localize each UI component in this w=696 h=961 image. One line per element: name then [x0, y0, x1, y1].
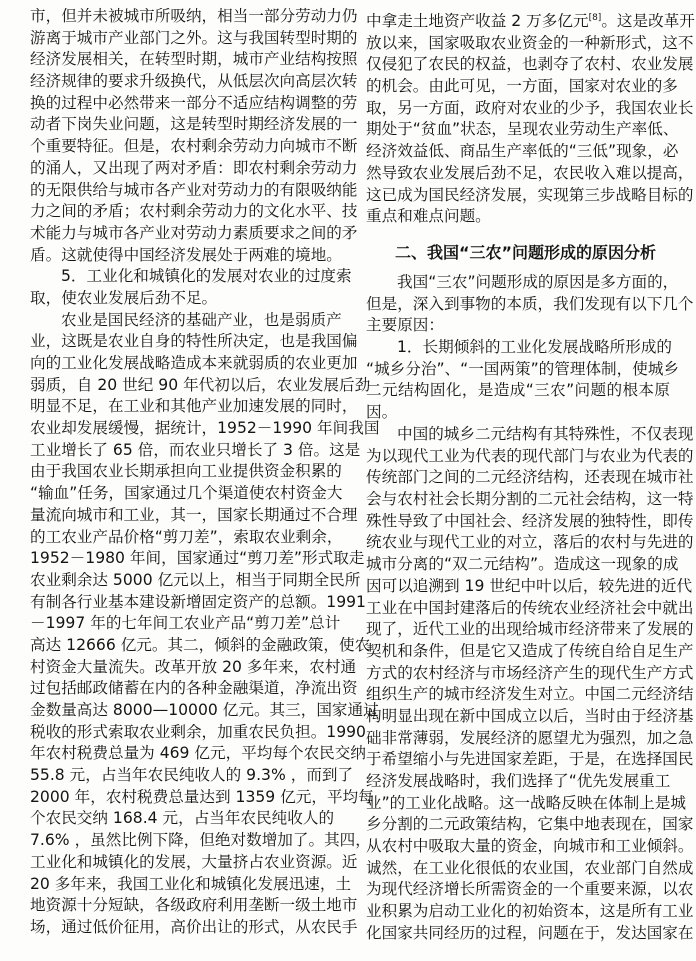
text-line: “输血”任务，国家通过几个渠道使农村资金大: [30, 484, 343, 503]
text-line: 高达 12666 亿元。其二，倾斜的金融政策，使农: [30, 635, 371, 654]
text-line: 于希望缩小与先进国家差距，于是，在选择国民: [366, 750, 694, 769]
text-line: 个农民交纳 168.4 元，占当年农民纯收人的: [30, 809, 335, 828]
text-line: 中国的城乡二元结构有其特殊性，不仅表现: [397, 425, 694, 443]
text-segment: 中拿走土地资产收益 2 万多亿元: [366, 12, 589, 30]
text-line: 的涌人，又出现了两对矛盾：即农村剩余劳动力: [30, 158, 358, 177]
text-line: 乡分割的二元政策结构，它集中地表现在，国家: [366, 815, 694, 834]
left-column: [30, 6, 380, 939]
text-line: 现了，近代工业的出现给城市经济带来了发展的: [366, 620, 694, 639]
text-line: 55.8 元，占当年农民纯收人的 9.3% ，而到了: [30, 766, 354, 785]
text-line: 村资金大量流失。改革开放 20 多年来，农村通: [30, 657, 357, 676]
text-line: 期处于“贫血”状态，呈现农业劳动生产率低、: [366, 120, 679, 139]
right-column-paragraph-3: [366, 424, 694, 945]
text-line: 动者下岗失业问题，这是转型时期经济发展的一: [30, 115, 358, 134]
text-line: 经济效益低、商品生产率低的“三低”现象，必: [366, 142, 679, 161]
text-line: 工业增长了 65 倍，而农业只增长了 3 倍。这是: [30, 440, 361, 459]
text-line: 经济发展战略时，我们选择了“优先发展重工: [366, 772, 671, 790]
text-line: 取，使农业发展后劲不足。: [30, 288, 218, 307]
paragraph: [366, 337, 680, 424]
text-line: 7.6% ，虽然比例下降，但绝对数增加了。其四，: [30, 831, 371, 850]
text-line: 农业剩余达 5000 亿元以上，相当于同期全民所: [30, 570, 361, 589]
right-column-paragraph-2: [366, 272, 694, 424]
text-line: 的工农业产品价格“剪刀差”，索取农业剩余，: [30, 527, 343, 546]
text-line: 会与农村社会长期分割的二元社会结构，这一特: [366, 490, 694, 509]
text-line: 组织生产的城市经济发生对立。中国二元经济结: [366, 685, 694, 704]
paragraph: [366, 424, 694, 945]
text-line: 取，另一方面，政府对农业的少予，我国农业长: [366, 98, 694, 117]
text-line: 城市分离的“双二元结构”。造成这一现象的成: [366, 555, 679, 574]
paragraph: [366, 272, 694, 337]
text-line: 仅侵犯了农民的权益，也剥夺了农村、农业发展: [366, 55, 694, 74]
text-line: 由于我国农业长期承担向工业提供资金积累的: [30, 462, 342, 481]
text-line: 主要原因：: [366, 316, 444, 335]
section-heading: 二、我国“三农”问题形成的原因分析: [395, 243, 657, 262]
paragraph: [30, 310, 380, 939]
text-line: 二元结构固化，是造成“三农”问题的根本原: [366, 381, 670, 400]
text-line: 放以来，国家吸取农业资金的一种新形式，这不: [366, 33, 694, 52]
text-line: 从农村中吸取大量的资金，向城市和工业倾斜。: [366, 837, 694, 856]
text-line: 为以现代工业为代表的现代部门与农业为代表的: [366, 446, 694, 465]
paragraph: [30, 6, 358, 266]
text-line: 构明显出现在新中国成立以后，当时由于经济基: [366, 706, 694, 725]
text-line: 2000 年，农村税费总量达到 1359 亿元，平均每: [30, 787, 374, 806]
text-line: 1．长期倾斜的工业化发展战略所形成的: [397, 338, 673, 357]
text-line: 因可以追溯到 19 世纪中叶以后，较先进的近代: [366, 576, 693, 595]
paragraph: [30, 266, 352, 309]
text-line: 向的工业化发展战略造成本来就弱质的农业更加: [30, 354, 358, 372]
text-line: 换的过程中必然带来一部分不适应结构调整的劳: [30, 93, 358, 112]
text-line: 业积累为启动工业化的初始资本，这是所有工业: [366, 902, 694, 921]
text-line: 场，通过低价征用，高价出让的形式，从农民手: [30, 917, 358, 936]
text-line: 过包括邮政储蓄在内的各种金融渠道，净流出资: [30, 679, 358, 698]
footnote-reference[interactable]: [8]: [588, 13, 602, 23]
text-line: 业，这既是农业自身的特性所决定，也是我国偏: [30, 332, 358, 351]
text-line: 有制各行业基本建设新增固定资产的总额。1991: [30, 592, 366, 611]
text-line: 量流向城市和工业，其一，国家长期通过不合理: [30, 505, 358, 524]
text-line: 金数量高达 8000—10000 亿元。其三，国家通过: [30, 701, 379, 719]
text-line: 1952－1980 年间，国家通过“剪刀差”形式取走: [30, 549, 365, 568]
text-line: 农业却发展缓慢，据统计，1952－1990 年间我国: [30, 419, 380, 438]
text-line: 这已成为国民经济发展，实现第三步战略目标的: [366, 185, 694, 204]
text-line: 市，但并未被城市所吸纳，相当一部分劳动力仍: [30, 7, 358, 25]
text-line: 个重要特征。但是，农村剩余劳动力向城市不断: [30, 137, 358, 156]
text-line: 工业在中国封建落后的传统农业经济社会中就出: [366, 598, 694, 617]
text-line: 明显不足，在工业和其他产业加速发展的同时，: [30, 397, 358, 416]
text-line: 契机和条件，但是它又造成了传统自给自足生产: [366, 641, 694, 660]
text-line: －1997 年的七年间工农业产品“剪刀差”总计: [30, 614, 341, 633]
text-line: [366, 11, 695, 33]
right-column-paragraph-1: [366, 11, 695, 228]
text-line: 我国“三农”问题形成的原因是多方面的，: [397, 273, 679, 291]
text-line: 经济规律的要求升级换代，从低层次向高层次转: [30, 72, 358, 91]
text-line: 年农村税费总量为 469 亿元，平均每个农民交纳: [30, 744, 366, 763]
text-line: 的无限供给与城市各产业对劳动力的有限吸纳能: [30, 180, 358, 199]
text-line: 术能力与城市各产业对劳动力素质要求之间的矛: [30, 223, 358, 242]
text-line: 业”的工业化战略。这一战略反映在体制上是城: [366, 793, 686, 812]
text-line: 然导致农业发展后劲不足，农民收入难以提高，: [366, 163, 694, 182]
text-segment: 。这是改革开: [601, 12, 695, 30]
text-line: 的机会。由此可见，一方面，国家对农业的多: [366, 77, 678, 96]
paragraph: [366, 11, 695, 228]
text-line: 弱质，自 20 世纪 90 年代初以后，农业发展后劲: [30, 375, 371, 394]
text-line: 但是，深入到事物的本质，我们发现有以下几个: [366, 294, 694, 313]
text-line: 税收的形式索取农业剩余，加重农民负担。1990: [30, 722, 366, 741]
text-line: 5．工业化和城镇化的发展对农业的过度索: [61, 267, 352, 286]
text-line: 方式的农村经济与市场经济产生的现代生产方式: [366, 663, 694, 682]
text-line: 重点和难点问题。: [366, 207, 491, 226]
text-line: 传统部门之间的二元经济结构，还表现在城市社: [366, 468, 694, 487]
text-line: 工业化和城镇化的发展，大量挤占农业资源。近: [30, 852, 358, 871]
text-line: 诚然，在工业化很低的农业国，农业部门自然成: [366, 858, 694, 877]
text-line: 地资源十分短缺，各级政府利用垄断一级土地市: [30, 896, 358, 915]
text-line: 游离于城市产业部门之外。这与我国转型时期的: [30, 28, 358, 47]
text-line: 殊性导致了中国社会、经济发展的独特性，即传: [366, 511, 694, 530]
text-line: 力之间的矛盾；农村剩余劳动力的文化水平、技: [30, 202, 358, 221]
text-line: 盾。这就使得中国经济发展处于两难的境地。: [30, 245, 342, 264]
text-line: 统农业与现代工业的对立，落后的农村与先进的: [366, 533, 694, 552]
text-line: 化国家共同经历的过程，问题在于，发达国家在: [366, 923, 694, 942]
text-line: 农业是国民经济的基础产业，也是弱质产: [61, 310, 342, 329]
text-line: 础非常薄弱，发展经济的愿望尤为强烈，加之急: [366, 728, 694, 747]
text-line: 经济发展相关，在转型时期，城市产业结构按照: [30, 50, 358, 69]
text-line: 为现代经济增长所需资金的一个重要来源，以农: [366, 880, 694, 899]
text-line: 因。: [366, 403, 398, 422]
text-line: “城乡分治”、“一国两策”的管理体制，使城乡: [366, 359, 680, 378]
text-line: 20 多年来，我国工业化和城镇化发展迅速，土: [30, 874, 352, 893]
